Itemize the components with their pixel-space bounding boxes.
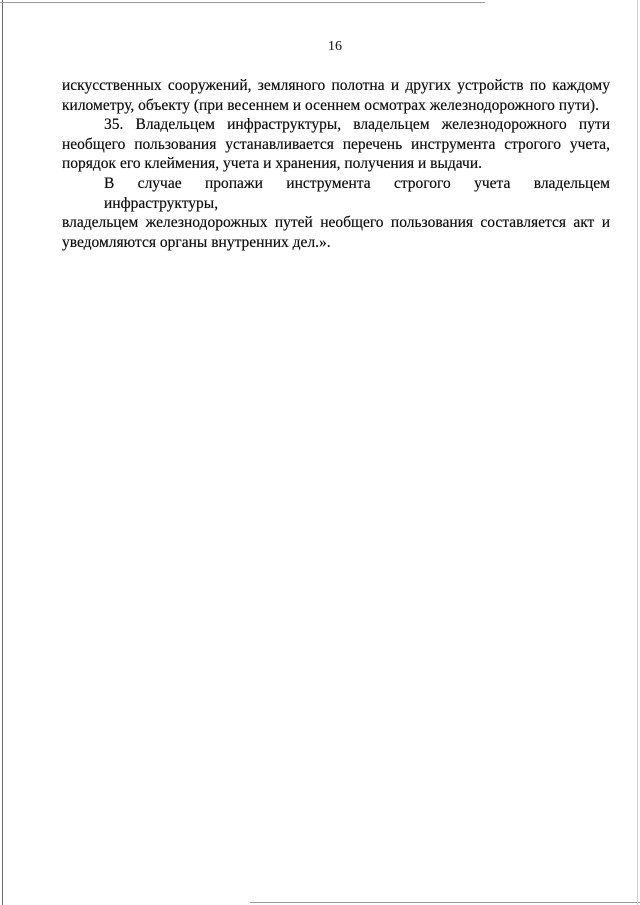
- page-number: 16: [328, 39, 342, 54]
- text-line: уведомляются органы внутренних дел.».: [62, 233, 331, 251]
- text-line: В случае пропажи инструмента строгого учета владельцем инфраструктуры,: [104, 174, 610, 212]
- text-line: порядок его клеймения, учета и хранения, получения и выдачи.: [62, 155, 482, 173]
- scan-edge-top: [0, 2, 485, 3]
- text-line: искусственных сооружений, земляного полотна и других устройств по каждому: [62, 77, 610, 94]
- document-body: [62, 76, 610, 252]
- text-line: владельцем железнодорожных путей необщего пользования составляется акт и: [62, 214, 610, 232]
- text-line: километру, объекту (при весеннем и осеннем осмотрах железнодорожного пути).: [62, 96, 599, 114]
- scan-edge-left: [2, 0, 3, 905]
- paragraph-loss-case: [62, 174, 610, 252]
- scan-edge-right: [637, 0, 638, 905]
- paragraph-35: [62, 115, 610, 174]
- scan-edge-bottom: [250, 902, 640, 903]
- paragraph-continuation: [62, 76, 610, 115]
- text-line: необщего пользования устанавливается перечень инструмента строгого учета,: [62, 135, 610, 153]
- text-line: 35. Владельцем инфраструктуры, владельцем железнодорожного пути: [104, 116, 610, 134]
